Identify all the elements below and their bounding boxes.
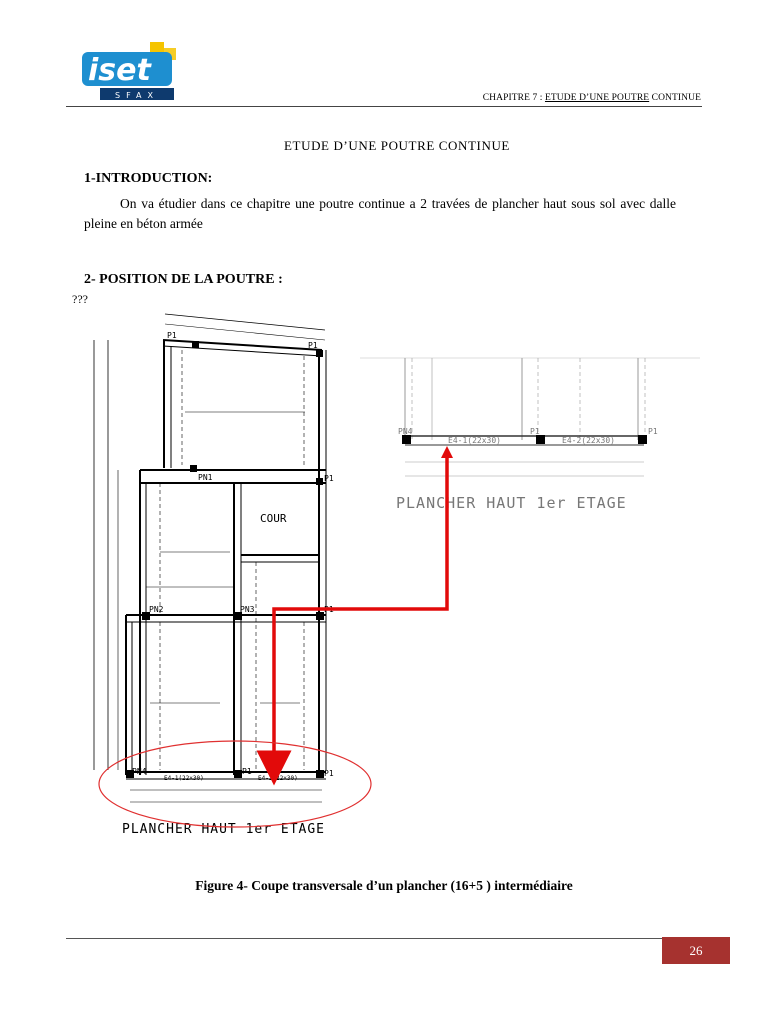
main-floor-plan bbox=[94, 314, 326, 802]
footer-rule bbox=[66, 938, 662, 939]
column bbox=[316, 478, 323, 485]
beam-label-e42: E4-2(22x30) bbox=[562, 436, 615, 445]
page-number: 26 bbox=[662, 937, 730, 964]
dimension-line bbox=[165, 324, 325, 340]
floor-plan-figure bbox=[60, 300, 720, 850]
columns bbox=[126, 341, 324, 778]
plan-title-detail: PLANCHER HAUT 1er ETAGE bbox=[396, 494, 627, 512]
label-pn2: PN2 bbox=[149, 605, 164, 614]
label-p1: P1 bbox=[530, 427, 540, 436]
detail-labels bbox=[396, 427, 658, 512]
logo-subtext: SFAX bbox=[115, 91, 159, 100]
detail-plan bbox=[360, 358, 700, 512]
beam-label-e42: E4-2(22x30) bbox=[258, 775, 298, 782]
section-heading-position: 2- POSITION DE LA POUTRE : bbox=[84, 272, 283, 287]
chapter-prefix: CHAPITRE 7 : bbox=[482, 93, 545, 103]
question-marks: ??? bbox=[72, 292, 88, 306]
column bbox=[234, 770, 242, 778]
wall bbox=[163, 340, 322, 350]
label-cour: COUR bbox=[260, 512, 287, 525]
label-p1: P1 bbox=[167, 331, 177, 340]
dimension-line bbox=[165, 314, 325, 330]
page-title: ETUDE D’UNE POUTRE CONTINUE bbox=[284, 138, 510, 153]
beam-label-e41: E4-1(22x30) bbox=[164, 775, 204, 782]
label-p1: P1 bbox=[324, 769, 334, 778]
column bbox=[402, 435, 411, 444]
main-plan-labels bbox=[122, 331, 334, 837]
section-heading-introduction: 1-INTRODUCTION: bbox=[84, 171, 213, 186]
iset-sfax-logo bbox=[80, 42, 180, 102]
column bbox=[190, 465, 197, 472]
figure-caption: Figure 4- Coupe transversale d’un plancher (16+5 ) intermédiaire bbox=[195, 878, 573, 893]
label-pn4: PN4 bbox=[132, 767, 147, 776]
intro-paragraph: On va étudier dans ce chapitre une poutre continue a 2 travées de plancher haut sous sol avec dalle pleine en béton armée bbox=[84, 196, 676, 231]
label-pn4: PN4 bbox=[398, 427, 413, 436]
label-pn3: PN3 bbox=[240, 605, 255, 614]
label-p1: P1 bbox=[324, 605, 334, 614]
logo-text: iset bbox=[88, 53, 151, 88]
beam-label-e41: E4-1(22x30) bbox=[448, 436, 501, 445]
label-pn1: PN1 bbox=[198, 473, 213, 482]
red-arrow-head-top bbox=[441, 446, 453, 458]
label-p1: P1 bbox=[308, 341, 318, 350]
column bbox=[638, 435, 647, 444]
label-p1: P1 bbox=[324, 474, 334, 483]
chapter-suffix: CONTINUE bbox=[649, 93, 701, 103]
label-p1: P1 bbox=[242, 767, 252, 776]
column bbox=[316, 350, 323, 357]
plan-title-main: PLANCHER HAUT 1er ETAGE bbox=[122, 822, 326, 837]
chapter-header bbox=[400, 93, 701, 103]
column bbox=[192, 341, 199, 348]
label-p1: P1 bbox=[648, 427, 658, 436]
column bbox=[316, 770, 324, 778]
column bbox=[536, 435, 545, 444]
column bbox=[316, 612, 324, 620]
chapter-title: ETUDE D’UNE POUTRE bbox=[544, 93, 650, 103]
header-rule bbox=[66, 106, 702, 107]
